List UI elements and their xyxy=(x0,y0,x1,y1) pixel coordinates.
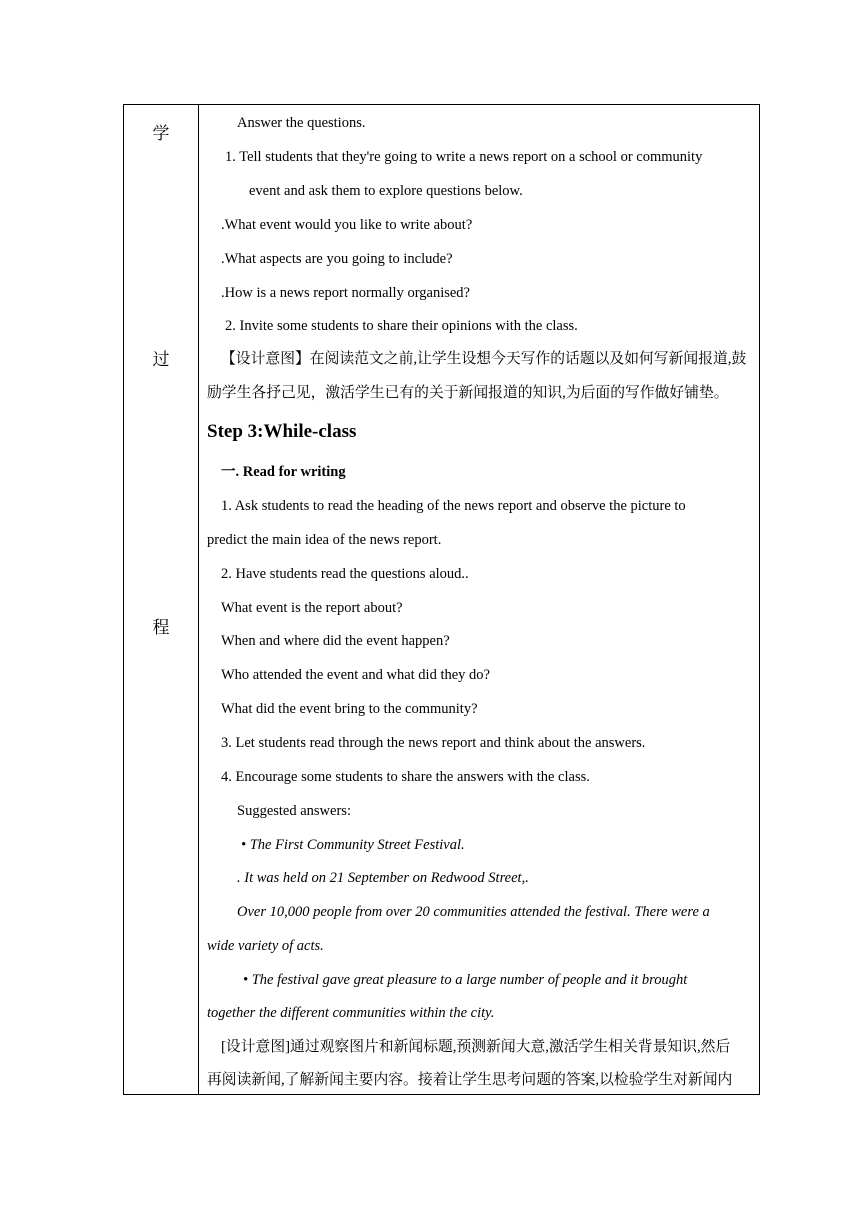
subsection-heading: 一. Read for writing xyxy=(221,464,346,480)
text-line: 4. Encourage some students to share the answers with the class. xyxy=(221,769,590,785)
text-line: .How is a news report normally organised? xyxy=(221,285,470,301)
text-line: 1. Tell students that they're going to write a news report on a school or community xyxy=(225,149,703,165)
text-line: event and ask them to explore questions below. xyxy=(249,183,523,199)
answer-line: Over 10,000 people from over 20 communities attended the festival. There were a xyxy=(237,904,710,920)
answer-line: wide variety of acts. xyxy=(207,938,324,954)
text-line: Suggested answers: xyxy=(237,803,351,819)
answer-line: together the different communities within the city. xyxy=(207,1005,495,1021)
lesson-table xyxy=(123,104,760,1095)
text-line: What event is the report about? xyxy=(221,600,403,616)
text-line: Answer the questions. xyxy=(237,115,366,131)
label-char-1: 学 xyxy=(152,124,170,143)
text-line: 2. Invite some students to share their opinions with the class. xyxy=(225,318,578,334)
text-line: 1. Ask students to read the heading of the news report and observe the picture to xyxy=(221,498,686,514)
design-intent-line: 【设计意图】在阅读范文之前,让学生设想今天写作的话题以及如何写新闻报道,鼓 xyxy=(221,351,747,367)
text-line: 2. Have students read the questions aloud.. xyxy=(221,566,469,582)
label-column xyxy=(124,105,199,1094)
answer-line: • The First Community Street Festival. xyxy=(241,837,465,853)
label-char-2: 过 xyxy=(152,350,170,369)
design-intent-line: 再阅读新闻,了解新闻主要内容。接着让学生思考问题的答案,以检验学生对新闻内 xyxy=(207,1072,733,1088)
text-line: .What aspects are you going to include? xyxy=(221,251,453,267)
answer-line: . It was held on 21 September on Redwood Street,. xyxy=(237,870,529,886)
text-line: .What event would you like to write about? xyxy=(221,217,473,233)
text-line: 3. Let students read through the news report and think about the answers. xyxy=(221,735,646,751)
label-char-3: 程 xyxy=(152,618,170,637)
content-column xyxy=(199,105,760,1094)
answer-line: • The festival gave great pleasure to a large number of people and it brought xyxy=(243,972,688,988)
text-line: Who attended the event and what did they do? xyxy=(221,667,490,683)
text-line: What did the event bring to the community? xyxy=(221,701,478,717)
design-intent-line: 励学生各抒己见，激活学生已有的关于新闻报道的知识,为后面的写作做好铺垫。 xyxy=(207,385,729,401)
section-heading: Step 3:While-class xyxy=(207,421,357,442)
text-line: When and where did the event happen? xyxy=(221,633,450,649)
text-line: predict the main idea of the news report. xyxy=(207,532,442,548)
design-intent-line: [设计意图]通过观察图片和新闻标题,预测新闻大意,激活学生相关背景知识,然后 xyxy=(221,1039,731,1055)
